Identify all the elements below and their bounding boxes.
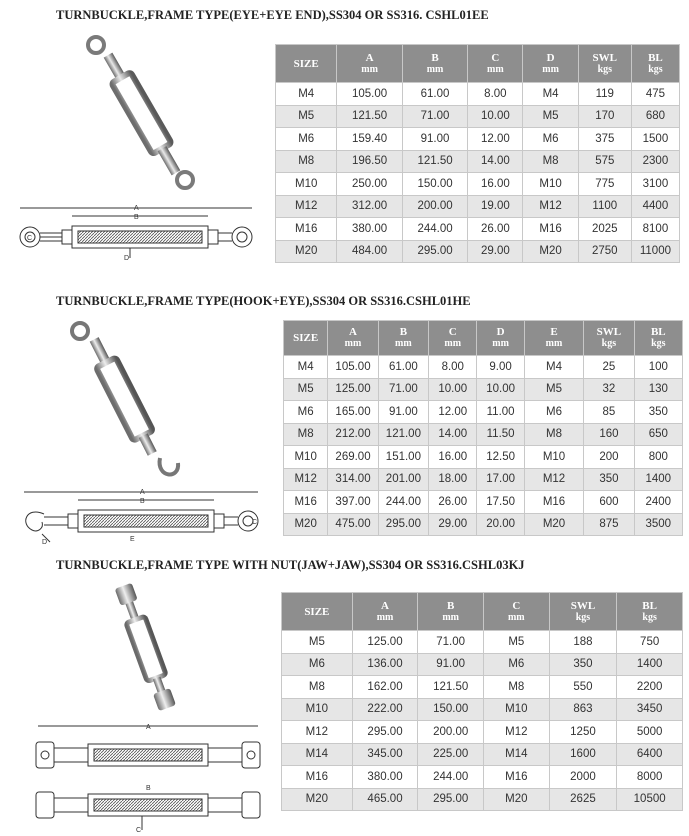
table-cell: 775	[578, 173, 631, 196]
column-header-name: E	[550, 326, 558, 338]
table-cell: 475	[631, 83, 679, 106]
table-cell: 10.00	[429, 378, 477, 401]
column-header-unit: kgs	[601, 338, 617, 349]
table-cell: M8	[276, 150, 337, 173]
table-cell: M12	[284, 468, 328, 491]
table-cell: 85	[584, 401, 634, 424]
table-row	[276, 240, 680, 263]
table-cell: 11.00	[477, 401, 524, 424]
dim-d-label: D	[42, 539, 48, 546]
table-cell: M10	[276, 173, 337, 196]
table-row	[282, 743, 683, 766]
dim-b-label: B	[140, 498, 145, 505]
table-cell: 8000	[617, 766, 683, 789]
table-cell: 295.00	[352, 721, 418, 744]
section2-title: TURNBUCKLE,FRAME TYPE(HOOK+EYE),SS304 OR SS316.CSHL01HE	[56, 294, 471, 308]
table-cell: 19.00	[468, 195, 523, 218]
table-row	[282, 766, 683, 789]
table-cell: 10.00	[468, 105, 523, 128]
table-row	[284, 513, 683, 536]
table-cell: 121.50	[402, 150, 467, 173]
table-cell: 650	[634, 423, 682, 446]
dim-a-label: A	[146, 724, 151, 731]
column-header-name: B	[446, 599, 455, 612]
table-cell: 188	[549, 631, 617, 654]
column-header-name: B	[431, 51, 439, 64]
table-cell: 200.00	[418, 721, 484, 744]
table-cell: 130	[634, 378, 682, 401]
table-cell: 345.00	[352, 743, 418, 766]
table-cell: 2000	[549, 766, 617, 789]
table-cell: M10	[523, 173, 578, 196]
dim-c-label: C	[136, 827, 142, 834]
table-cell: 125.00	[328, 378, 378, 401]
column-header-unit: mm	[344, 338, 362, 349]
table-row	[284, 468, 683, 491]
table-cell: M8	[523, 150, 578, 173]
table-cell: M6	[282, 653, 353, 676]
table-cell: 20.00	[477, 513, 524, 536]
table-cell: 29.00	[429, 513, 477, 536]
table-cell: M20	[282, 788, 353, 811]
table-cell: M12	[282, 721, 353, 744]
table-cell: 29.00	[468, 240, 523, 263]
table-cell: 11.50	[477, 423, 524, 446]
table-cell: 3100	[631, 173, 679, 196]
table-cell: 9.00	[477, 356, 524, 379]
table-cell: M5	[282, 631, 353, 654]
table-cell: 295.00	[402, 240, 467, 263]
table-cell: 1100	[578, 195, 631, 218]
section3-title: TURNBUCKLE,FRAME TYPE WITH NUT(JAW+JAW),SS304 OR SS316.CSHL03KJ	[56, 558, 525, 572]
column-header-unit: mm	[376, 611, 394, 623]
table-cell: 61.00	[402, 83, 467, 106]
table-cell: M16	[524, 491, 583, 514]
table-cell: 314.00	[328, 468, 378, 491]
table-cell: 14.00	[468, 150, 523, 173]
table-cell: 550	[549, 676, 617, 699]
table-cell: 244.00	[402, 218, 467, 241]
table-cell: 875	[584, 513, 634, 536]
dim-c-label: C	[27, 235, 33, 242]
table-cell: 160	[584, 423, 634, 446]
eye-eye-turnbuckle-photo	[82, 34, 202, 194]
table-cell: 6400	[617, 743, 683, 766]
table-row	[276, 218, 680, 241]
column-header-unit: mm	[545, 338, 563, 349]
table-cell: M10	[483, 698, 549, 721]
column-header	[468, 45, 523, 83]
table-cell: 225.00	[418, 743, 484, 766]
table-cell: 2625	[549, 788, 617, 811]
table-cell: 8.00	[468, 83, 523, 106]
column-header-unit: kgs	[651, 338, 666, 349]
table-cell: 2300	[631, 150, 679, 173]
table-cell: 1400	[634, 468, 682, 491]
table-cell: 244.00	[418, 766, 484, 789]
table-cell: 150.00	[418, 698, 484, 721]
table-row	[282, 653, 683, 676]
column-header-name: C	[448, 326, 457, 338]
table-cell: M8	[524, 423, 583, 446]
table-cell: M5	[524, 378, 583, 401]
table-cell: M4	[276, 83, 337, 106]
table-cell: 26.00	[429, 491, 477, 514]
table-row	[276, 173, 680, 196]
spec-table-eye-eye	[275, 44, 680, 263]
table-cell: 17.00	[477, 468, 524, 491]
table-cell: M16	[483, 766, 549, 789]
table-cell: M5	[284, 378, 328, 401]
table-cell: 4400	[631, 195, 679, 218]
table-cell: M14	[282, 743, 353, 766]
table-cell: 295.00	[418, 788, 484, 811]
column-header	[631, 45, 679, 83]
spec-table-hook-eye	[283, 320, 683, 536]
table-row	[276, 105, 680, 128]
table-cell: 17.50	[477, 491, 524, 514]
column-header	[284, 321, 328, 356]
table-cell: M6	[483, 653, 549, 676]
column-header-unit: mm	[492, 338, 509, 349]
table-cell: 269.00	[328, 446, 378, 469]
table-cell: 32	[584, 378, 634, 401]
column-header	[584, 321, 634, 356]
column-header-name: BL	[648, 51, 663, 64]
hook-eye-turnbuckle-photo	[60, 318, 195, 483]
column-header-unit: mm	[542, 63, 559, 75]
table-cell: 10500	[617, 788, 683, 811]
table-row	[284, 491, 683, 514]
table-cell: 475.00	[328, 513, 378, 536]
table-row	[282, 676, 683, 699]
table-cell: 2200	[617, 676, 683, 699]
table-cell: 91.00	[418, 653, 484, 676]
column-header-unit: mm	[442, 611, 459, 623]
table-cell: 397.00	[328, 491, 378, 514]
table-cell: 2400	[634, 491, 682, 514]
column-header-name: BL	[642, 599, 657, 612]
table-cell: M4	[284, 356, 328, 379]
table-cell: 1500	[631, 128, 679, 151]
table-cell: 3500	[634, 513, 682, 536]
table-cell: 222.00	[352, 698, 418, 721]
table-cell: 575	[578, 150, 631, 173]
column-header-unit: kgs	[642, 611, 657, 623]
table-cell: 1400	[617, 653, 683, 676]
table-cell: 12.00	[429, 401, 477, 424]
column-header-unit: mm	[507, 611, 525, 623]
table-cell: M8	[282, 676, 353, 699]
column-header-name: SWL	[592, 51, 618, 64]
dim-a-label: A	[134, 205, 139, 212]
table-cell: 380.00	[352, 766, 418, 789]
table-cell: 150.00	[402, 173, 467, 196]
table-cell: 600	[584, 491, 634, 514]
column-header-unit: mm	[395, 338, 412, 349]
table-cell: 680	[631, 105, 679, 128]
column-header	[282, 593, 353, 631]
column-header-name: A	[381, 599, 389, 612]
column-header	[402, 45, 467, 83]
column-header-name: SIZE	[304, 605, 330, 618]
column-header-name: B	[399, 326, 408, 338]
column-header	[276, 45, 337, 83]
table-cell: M8	[483, 676, 549, 699]
column-header-unit: kgs	[575, 611, 591, 623]
column-header-name: BL	[650, 326, 666, 338]
table-cell: M12	[524, 468, 583, 491]
table-cell: M6	[524, 401, 583, 424]
table-cell: M14	[483, 743, 549, 766]
dim-a-label: A	[140, 489, 145, 496]
table-row	[282, 721, 683, 744]
table-row	[282, 788, 683, 811]
table-cell: 12.00	[468, 128, 523, 151]
table-row	[284, 401, 683, 424]
table-cell: 18.00	[429, 468, 477, 491]
column-header-name: D	[546, 51, 555, 64]
table-cell: 121.00	[378, 423, 428, 446]
column-header	[378, 321, 428, 356]
column-header-name: SIZE	[293, 332, 319, 344]
table-cell: 121.50	[337, 105, 402, 128]
table-cell: 10.00	[477, 378, 524, 401]
table-cell: 8.00	[429, 356, 477, 379]
table-cell: M10	[284, 446, 328, 469]
dim-b-label: B	[146, 785, 151, 792]
table-cell: 71.00	[402, 105, 467, 128]
column-header-unit: mm	[487, 63, 504, 75]
table-cell: 863	[549, 698, 617, 721]
table-row	[276, 83, 680, 106]
table-cell: M12	[523, 195, 578, 218]
table-cell: 295.00	[378, 513, 428, 536]
table-cell: M20	[524, 513, 583, 536]
table-cell: 121.50	[418, 676, 484, 699]
table-row	[276, 128, 680, 151]
table-cell: 350	[634, 401, 682, 424]
jaw-jaw-turnbuckle-photo	[90, 580, 200, 715]
table-cell: 105.00	[337, 83, 402, 106]
table-cell: 136.00	[352, 653, 418, 676]
table-row	[276, 195, 680, 218]
table-cell: 200	[584, 446, 634, 469]
column-header-unit: mm	[426, 63, 444, 75]
table-row	[284, 356, 683, 379]
table-cell: 16.00	[468, 173, 523, 196]
column-header	[337, 45, 402, 83]
section1-title: TURNBUCKLE,FRAME TYPE(EYE+EYE END),SS304 OR SS316. CSHL01EE	[56, 8, 489, 22]
table-cell: 350	[549, 653, 617, 676]
table-cell: 5000	[617, 721, 683, 744]
table-cell: 165.00	[328, 401, 378, 424]
column-header	[483, 593, 549, 631]
table-cell: 375	[578, 128, 631, 151]
table-cell: M10	[524, 446, 583, 469]
table-cell: M16	[284, 491, 328, 514]
table-cell: M16	[282, 766, 353, 789]
table-cell: 151.00	[378, 446, 428, 469]
column-header-name: SWL	[570, 599, 596, 612]
table-cell: M4	[524, 356, 583, 379]
table-cell: M16	[276, 218, 337, 241]
table-cell: M6	[523, 128, 578, 151]
table-cell: M5	[523, 105, 578, 128]
table-cell: 2025	[578, 218, 631, 241]
table-cell: M20	[483, 788, 549, 811]
jaw-jaw-dimension-diagram	[32, 720, 268, 836]
column-header-unit: mm	[444, 338, 462, 349]
column-header	[418, 593, 484, 631]
table-cell: 196.50	[337, 150, 402, 173]
table-cell: 1250	[549, 721, 617, 744]
table-cell: M8	[284, 423, 328, 446]
table-cell: M20	[284, 513, 328, 536]
table-cell: 380.00	[337, 218, 402, 241]
table-cell: 16.00	[429, 446, 477, 469]
table-row	[284, 423, 683, 446]
column-header	[477, 321, 524, 356]
column-header-name: D	[496, 326, 505, 338]
column-header	[524, 321, 583, 356]
table-row	[284, 378, 683, 401]
table-cell: 170	[578, 105, 631, 128]
column-header	[549, 593, 617, 631]
table-cell: 201.00	[378, 468, 428, 491]
table-cell: 119	[578, 83, 631, 106]
column-header-unit: kgs	[597, 63, 613, 75]
table-row	[284, 446, 683, 469]
table-cell: 465.00	[352, 788, 418, 811]
table-cell: 100	[634, 356, 682, 379]
table-cell: 71.00	[378, 378, 428, 401]
table-cell: 800	[634, 446, 682, 469]
table-cell: 200.00	[402, 195, 467, 218]
table-cell: 162.00	[352, 676, 418, 699]
column-header	[578, 45, 631, 83]
table-cell: 61.00	[378, 356, 428, 379]
table-row	[282, 631, 683, 654]
table-cell: M10	[282, 698, 353, 721]
table-cell: M20	[523, 240, 578, 263]
table-cell: 91.00	[378, 401, 428, 424]
table-cell: 3450	[617, 698, 683, 721]
table-cell: 26.00	[468, 218, 523, 241]
table-cell: M20	[276, 240, 337, 263]
table-cell: 14.00	[429, 423, 477, 446]
column-header-unit: kgs	[648, 63, 663, 75]
table-cell: 125.00	[352, 631, 418, 654]
eye-eye-dimension-diagram	[10, 200, 260, 262]
table-cell: 750	[617, 631, 683, 654]
table-row	[276, 150, 680, 173]
table-cell: 91.00	[402, 128, 467, 151]
table-cell: 250.00	[337, 173, 402, 196]
dim-c-label: C	[252, 519, 258, 526]
table-cell: 71.00	[418, 631, 484, 654]
table-cell: 105.00	[328, 356, 378, 379]
table-cell: 312.00	[337, 195, 402, 218]
table-cell: M6	[276, 128, 337, 151]
table-cell: M12	[483, 721, 549, 744]
column-header-name: A	[365, 51, 374, 64]
table-cell: 2750	[578, 240, 631, 263]
column-header-name: SIZE	[293, 57, 319, 70]
table-cell: M6	[284, 401, 328, 424]
table-cell: M4	[523, 83, 578, 106]
table-cell: 11000	[631, 240, 679, 263]
spec-table-jaw-jaw	[281, 592, 683, 811]
table-cell: 8100	[631, 218, 679, 241]
table-cell: 12.50	[477, 446, 524, 469]
table-cell: M16	[523, 218, 578, 241]
table-cell: 1600	[549, 743, 617, 766]
table-row	[282, 698, 683, 721]
dim-b-label: B	[134, 214, 139, 221]
column-header	[634, 321, 682, 356]
table-cell: M5	[276, 105, 337, 128]
column-header-name: C	[491, 51, 500, 64]
column-header-name: A	[349, 326, 357, 338]
column-header-unit: mm	[361, 63, 378, 75]
column-header-name: SWL	[596, 326, 622, 338]
table-cell: 25	[584, 356, 634, 379]
table-cell: 159.40	[337, 128, 402, 151]
table-cell: M12	[276, 195, 337, 218]
dim-e-label: E	[130, 536, 135, 543]
column-header-name: C	[512, 599, 521, 612]
column-header	[352, 593, 418, 631]
table-cell: 484.00	[337, 240, 402, 263]
table-cell: 212.00	[328, 423, 378, 446]
column-header	[429, 321, 477, 356]
column-header	[617, 593, 683, 631]
table-cell: 244.00	[378, 491, 428, 514]
column-header	[523, 45, 578, 83]
column-header	[328, 321, 378, 356]
dim-d-label: D	[124, 255, 130, 262]
hook-eye-dimension-diagram	[14, 484, 266, 546]
table-cell: 350	[584, 468, 634, 491]
table-cell: M5	[483, 631, 549, 654]
